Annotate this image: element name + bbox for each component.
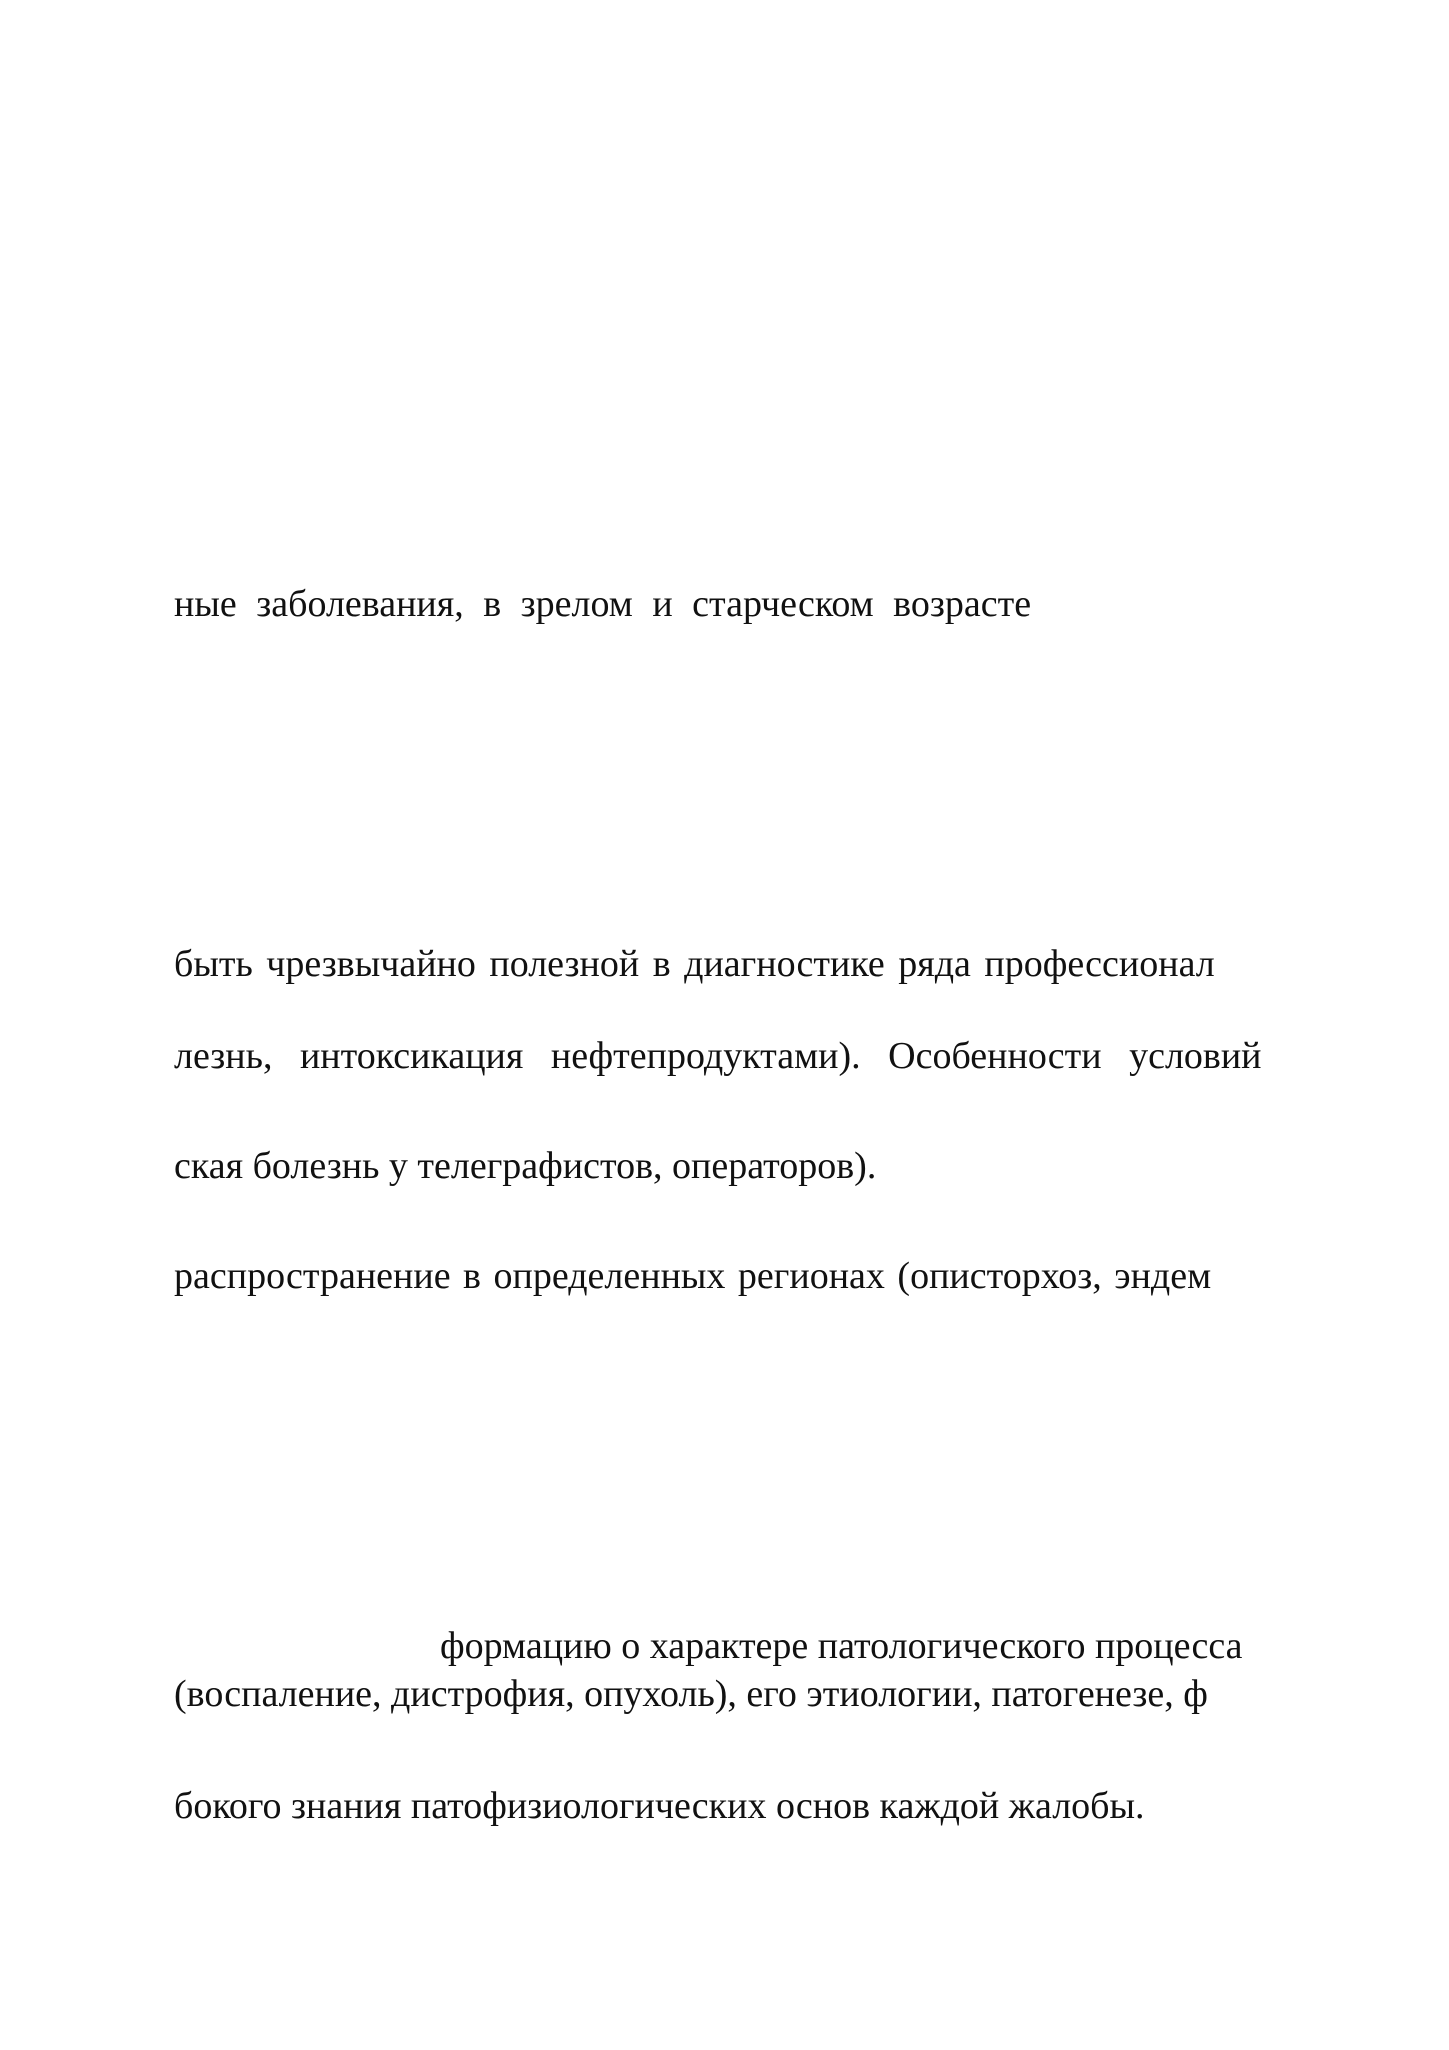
text-line: ская болезнь у телеграфистов, операторов).	[174, 1145, 877, 1187]
text-line: бокого знания патофизиологических основ каждой жалобы.	[174, 1785, 1145, 1827]
text-line: формацию о характере патологического процесса	[440, 1625, 1243, 1667]
text-line: ные заболевания, в зрелом и старческом возрасте	[174, 583, 1032, 625]
text-line: распространение в определенных регионах (описторхоз, эндем	[174, 1255, 1212, 1297]
text-line: быть чрезвычайно полезной в диагностике ряда профессионал	[174, 943, 1215, 985]
text-line: лезнь, интоксикация нефтепродуктами). Особенности условий	[174, 1035, 1262, 1077]
text-line: (воспаление, дистрофия, опухоль), его этиологии, патогенезе, ф	[174, 1673, 1208, 1715]
